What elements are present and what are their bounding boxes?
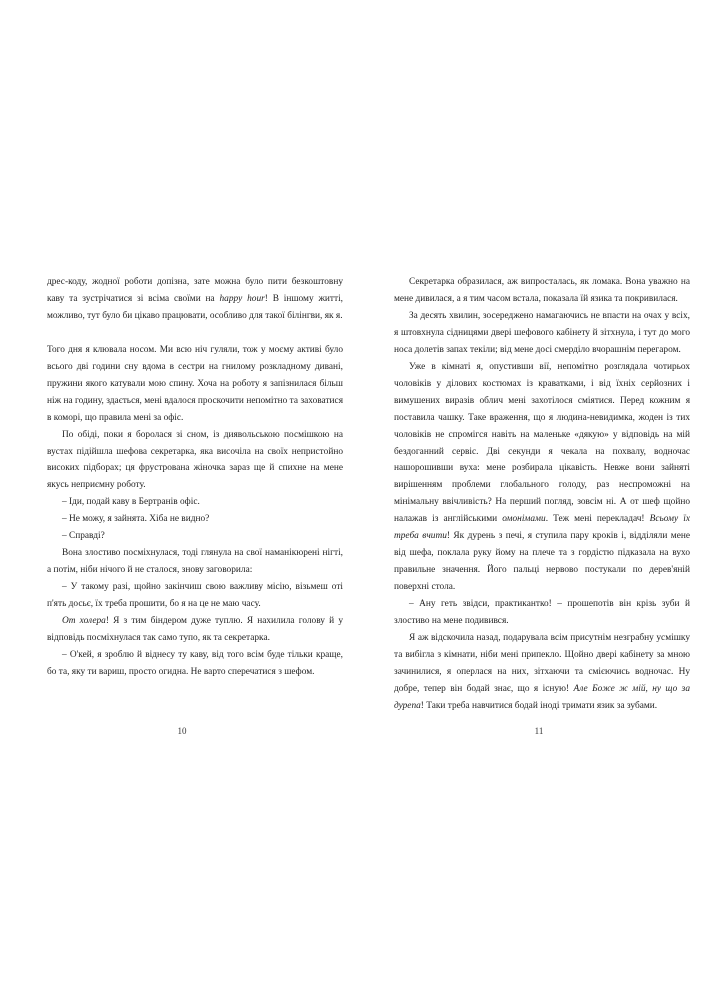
italic-text: Але Боже ж мій, ну що за дурепа <box>394 683 690 711</box>
dialogue-line: – Іди, подай каву в Бертранів офіс. <box>62 497 200 508</box>
right-page-text <box>394 274 690 715</box>
paragraph: Уже в кімнаті я, опустивши вії, непомітно розглядала чотирьох чоловіків у ділових костюмах із краватками, і від їхніх серйозних і вимушених виразів облич мені захотілося сміятися. Перед кожним я поставила чашку. Таке враження, що я людина-невидимка, жоден із тих чоловіків не спромігся навіть на маленьке «дякую» у відповідь на мій бездоганний сервіс. Дві секунди я чекала на похвалу, водночас нашорошивши вуха: мене розбирала цікавість. Невже вони зайняті вирішенням проблеми глобального голоду, раз неспроможні на мінімальну ввічливість? На перший погляд, зовсім ні. А от шеф щойно налажав із англійськими омонімами. Теж мені перекладач! Всьому їх треба вчити! Як дурень з печі, я ступила пару кроків і, відділяли мене від шефа, поклала руку йому на плече та з гордістю підказала на вухо правильне значення. Його пальці нервово постукали по дерев'яній поверхні стола. <box>394 361 690 593</box>
left-page-text <box>47 274 343 681</box>
paragraph: Секретарка образилася, аж випросталась, як ломака. Вона уважно на мене дивилася, а я тим часом встала, показала їй язика та покривилася. <box>394 277 690 304</box>
page-number-left: 10 <box>177 726 187 736</box>
italic-text: happy hour <box>219 293 265 304</box>
paragraph: Я аж відскочила назад, подарувала всім присутнім незграбну усмішку та вибігла з кімнати, ніби мені припекло. Щойно двері кабінету за мною зачинилися, я оперлася на них, зітхаючи та смієючись водночас. Ну добре, тепер він бодай знає, що я існую! Але Боже ж мій, ну що за дурепа! Таки треба навчитися бодай іноді тримати язик за зубами. <box>394 633 690 711</box>
dialogue-line: – О'кей, я зроблю й віднесу ту каву, від того всім буде тільки краще, бо та, яку ти вариш, просто огидна. Не варто сперечатися з шефом. <box>47 649 343 677</box>
paragraph: Того дня я клювала носом. Ми всю ніч гуляли, тож у моєму активі було всього дві години сну вдома в сестри на гнилому розкладному дивані, пружини якого катували мою спину. Хоча на роботу я запізнилася більш ніж на годину, здається, мені вдалося проскочити непомітно та заховатися в коморі, що правила мені за офіс. <box>47 344 343 423</box>
dialogue-line: – Не можу, я зайнята. Хіба не видно? <box>62 514 210 525</box>
paragraph: дрес-коду, жодної роботи допізна, зате можна було пити безкоштовну каву та зустрічатися зі всіма своїми на happy hour! В іншому житті, можливо, тут було би цікаво працювати, особливо для такої білінгви, як я. <box>47 277 344 321</box>
italic-text: Всьому їх треба вчити <box>394 514 690 542</box>
paragraph: Вона злостиво посміхнулася, тоді глянула на свої наманікюрені нігті, а потім, ніби нічого й не сталося, знову заговорила: <box>47 548 343 576</box>
italic-text: От холера <box>62 616 106 627</box>
paragraph: По обіді, поки я боролася зі сном, із диявольською посмішкою на вустах підійшла шефова секретарка, яка височіла на своїх непристойно високих підборах; ця фрустрована жіночка зараз ще й спихне на мене якусь неприємну роботу. <box>47 429 343 491</box>
italic-text: омонімами <box>502 514 546 525</box>
page-number-right: 11 <box>534 726 544 736</box>
paragraph: За десять хвилин, зосереджено намагаючись не впасти на очах у всіх, я штовхнула сідницями двері шефового кабінету й зітхнула, і тут до мого носа долетів запах текіли; від мене досі смерділо вчорашнім перегаром. <box>394 310 690 355</box>
dialogue-line: – Ану геть звідси, практикантко! – прошепотів він крізь зуби й злостиво на мене подивився. <box>394 599 690 627</box>
dialogue-line: – У такому разі, щойно закінчиш свою важливу місію, візьмеш оті п'ять досьє, їх треба прошити, бо я на це не маю часу. <box>47 582 343 610</box>
dialogue-line: – Справді? <box>62 531 105 542</box>
paragraph: От холера! Я з тим біндером дуже туплю. Я нахилила голову й у відповідь посміхнулася так само тупо, як та секретарка. <box>47 616 343 643</box>
